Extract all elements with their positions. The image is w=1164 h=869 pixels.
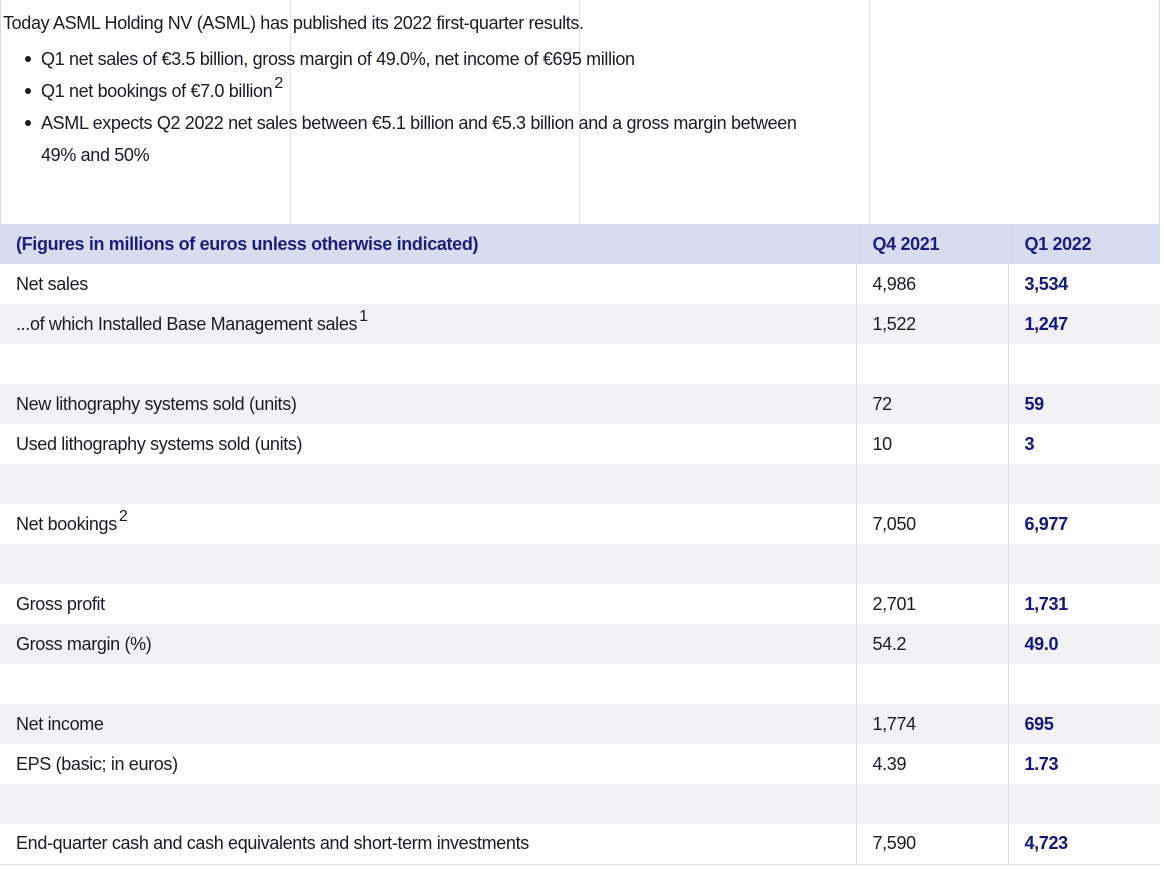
row-label: Gross margin (%) — [16, 633, 152, 654]
q4-2021-value: 54.2 — [856, 624, 1008, 664]
table-row — [0, 704, 1160, 744]
row-label: ...of which Installed Base Management sales $^1$ — [16, 307, 368, 334]
highlight-item: Q1 net sales of €3.5 billion, gross margin of 49.0%, net income of €695 million — [19, 43, 799, 75]
q1-2022-value — [1008, 784, 1160, 824]
table-row — [0, 784, 1160, 824]
q4-2021-value: 7,050 — [856, 504, 1008, 544]
q1-2022-value: 49.0 — [1008, 624, 1160, 664]
table-row — [0, 824, 1160, 864]
q4-2021-value: 2,701 — [856, 584, 1008, 624]
q1-2022-value: 59 — [1008, 384, 1160, 424]
row-label — [0, 664, 856, 704]
table-header-row — [0, 224, 1160, 264]
row-label — [0, 544, 856, 584]
q4-2021-value — [856, 664, 1008, 704]
q1-2022-value: 3 — [1008, 424, 1160, 464]
q4-2021-value: 72 — [856, 384, 1008, 424]
table-row — [0, 344, 1160, 384]
q1-2022-value — [1008, 344, 1160, 384]
results-table — [0, 224, 1160, 865]
q4-2021-value: 4.39 — [856, 744, 1008, 784]
q1-column-header: Q1 2022 — [1008, 224, 1160, 264]
table-row — [0, 304, 1160, 344]
q1-2022-value — [1008, 664, 1160, 704]
q1-2022-value: 6,977 — [1008, 504, 1160, 544]
q1-2022-value: 1,731 — [1008, 584, 1160, 624]
q4-2021-value — [856, 464, 1008, 504]
table-row — [0, 544, 1160, 584]
q1-2022-value: 695 — [1008, 704, 1160, 744]
footnote-ref[interactable]: 2 — [274, 75, 283, 92]
row-label: End-quarter cash and cash equivalents and short-term investments — [0, 824, 856, 864]
q1-2022-value — [1008, 544, 1160, 584]
q1-2022-value: 3,534 — [1008, 264, 1160, 304]
table-row — [0, 424, 1160, 464]
row-label: Used lithography systems sold (units) — [16, 433, 303, 454]
row-label: Net income — [16, 713, 104, 734]
row-label: Net sales — [16, 273, 88, 294]
label-column-header: (Figures in millions of euros unless otherwise indicated) — [16, 233, 479, 254]
row-label — [0, 784, 856, 824]
q4-column-header: Q4 2021 — [856, 224, 1008, 264]
table-row — [0, 384, 1160, 424]
q4-2021-value: 10 — [856, 424, 1008, 464]
row-label — [0, 344, 856, 384]
table-row — [0, 464, 1160, 504]
row-label: EPS (basic; in euros) — [16, 753, 178, 774]
q4-2021-value: 1,774 — [856, 704, 1008, 744]
q4-2021-value — [856, 344, 1008, 384]
table-row — [0, 264, 1160, 304]
q4-2021-value — [856, 784, 1008, 824]
q4-2021-value: 1,522 — [856, 304, 1008, 344]
intro-panel — [0, 0, 1160, 224]
intro-text: Today ASML Holding NV (ASML) has published its 2022 first-quarter results. — [3, 13, 584, 33]
row-label — [0, 464, 856, 504]
row-label: New lithography systems sold (units) — [16, 393, 297, 414]
intro-divider — [869, 0, 870, 224]
highlight-item: Q1 net bookings of €7.0 billion $^2$ — [19, 75, 799, 107]
q1-2022-value: 4,723 — [1008, 824, 1160, 864]
footnote-ref[interactable]: 2 — [118, 507, 128, 525]
q4-2021-value: 4,986 — [856, 264, 1008, 304]
highlight-item: ASML expects Q2 2022 net sales between €5.1 billion and €5.3 billion and a gross margin between 49% and 50% — [19, 107, 799, 171]
q4-2021-value: 7,590 — [856, 824, 1008, 864]
table-row — [0, 624, 1160, 664]
table-row — [0, 504, 1160, 544]
q1-2022-value — [1008, 464, 1160, 504]
q1-2022-value: 1,247 — [1008, 304, 1160, 344]
q1-2022-value: 1.73 — [1008, 744, 1160, 784]
table-row — [0, 664, 1160, 704]
table-row — [0, 744, 1160, 784]
table-row — [0, 584, 1160, 624]
row-label: Gross profit — [16, 593, 105, 614]
q4-2021-value — [856, 544, 1008, 584]
highlights-list — [19, 43, 799, 171]
row-label: Net bookings $^2$ — [16, 507, 128, 534]
footnote-ref[interactable]: 1 — [359, 307, 368, 325]
